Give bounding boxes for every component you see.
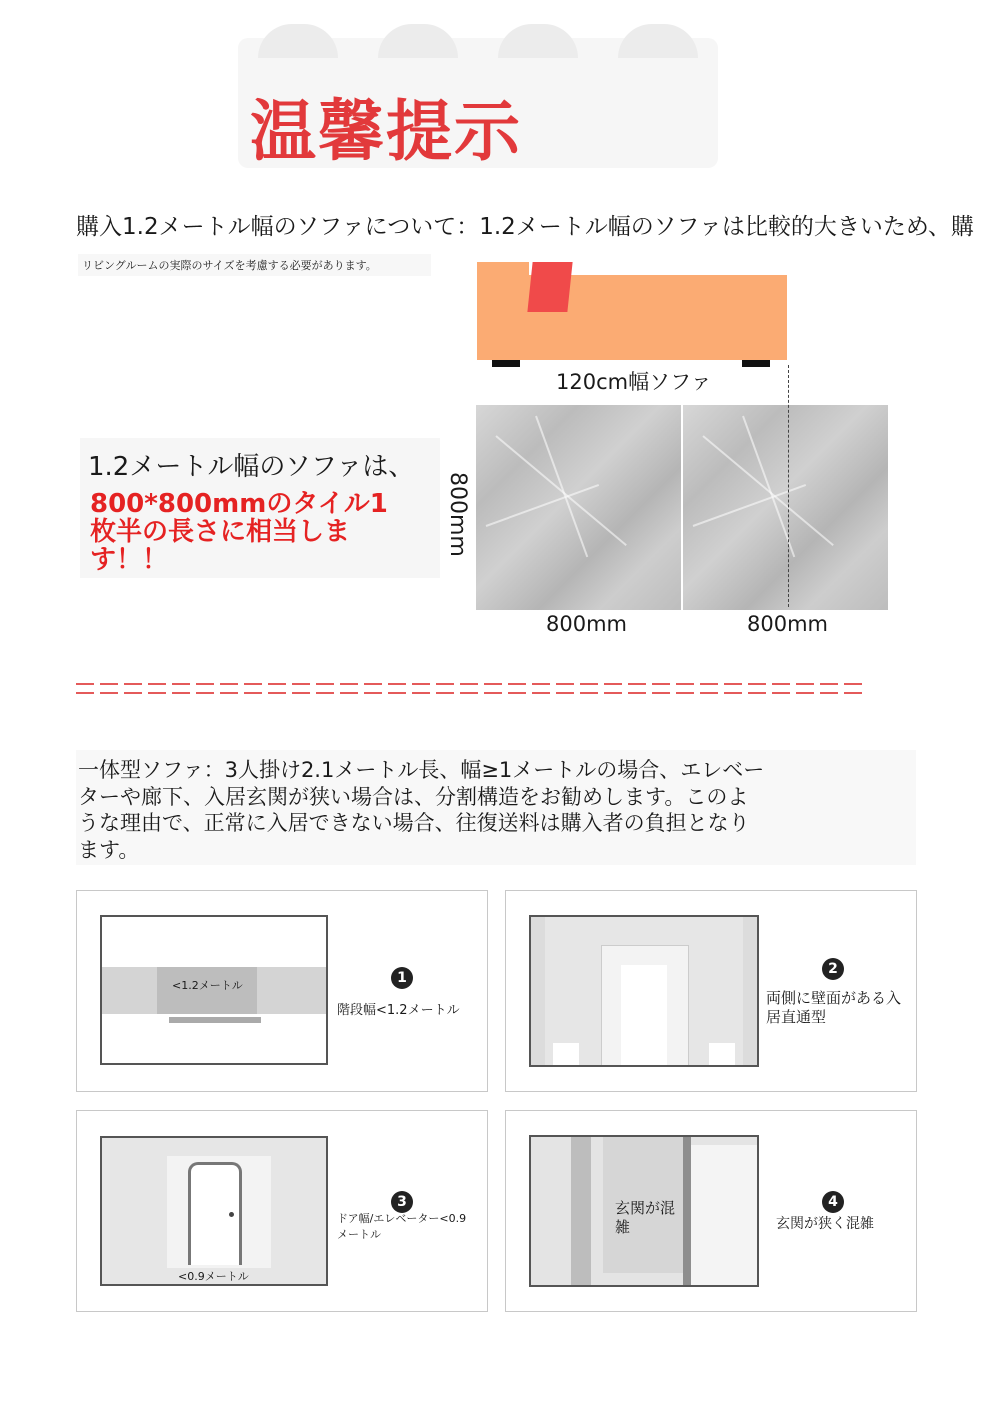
case-panel-door (76, 1110, 488, 1312)
case-number-badge: 1 (391, 967, 413, 989)
door-knob (229, 1212, 234, 1217)
marble-tile (476, 405, 681, 610)
entrance-pillar (571, 1137, 591, 1285)
sofa-body (477, 275, 787, 360)
entrance-door (691, 1145, 757, 1285)
case-caption: 玄関が狭く混雑 (776, 1216, 874, 1232)
comparison-highlight: 800*800mmのタイル1枚半の長さに相当します！！ (90, 489, 388, 575)
case-caption: ドア幅/エレベーター<0.9メートル (337, 1212, 467, 1241)
entrance-frame (683, 1137, 691, 1285)
section-divider (76, 683, 866, 697)
cloud-bump (258, 24, 338, 58)
sofa-leg (492, 360, 520, 367)
corridor-wall-face (553, 1043, 579, 1065)
marble-tile (683, 405, 888, 610)
corridor-illustration (529, 915, 759, 1067)
tile-width-label: 800mm (747, 612, 828, 636)
entrance-illustration (529, 1135, 759, 1287)
case-caption: 階段幅<1.2メートル (337, 1003, 460, 1018)
stairs-illustration (100, 915, 328, 1065)
intro-line: 購入1.2メートル幅のソファについて：1.2メートル幅のソファは比較的大きいため、購 (76, 214, 974, 240)
sofa-end-guide-line (788, 365, 789, 607)
page-title: 温馨提示 (250, 93, 522, 170)
case-number-badge: 3 (391, 1191, 413, 1213)
case-number-badge: 4 (822, 1191, 844, 1213)
tile-width-label: 800mm (546, 612, 627, 636)
case-panel-entrance (505, 1110, 917, 1312)
sofa-width-label: 120cm幅ソファ (556, 370, 712, 394)
tile-height-label: 800mm (445, 472, 470, 557)
sofa-leg (742, 360, 770, 367)
case-caption: 両側に壁面がある入居直通型 (766, 989, 902, 1026)
corridor-opening (621, 965, 667, 1065)
stair-edge (169, 1017, 261, 1023)
notice-text: 一体型ソファ：3人掛け2.1メートル長、幅≥1メートルの場合、エレベーターや廊下、入居玄関が狭い場合は、分割構造をお勧めします。このような理由で、正常に入居できない場合、往復送料は購入者の負担となります。 (78, 758, 765, 862)
stairs-width-label: <1.2メートル (172, 979, 243, 992)
case-panel-stairs (76, 890, 488, 1092)
comparison-statement: 1.2メートル幅のソファは、 (88, 452, 415, 482)
cloud-bump (378, 24, 458, 58)
cloud-bump (618, 24, 698, 58)
door-width-label: <0.9メートル (178, 1270, 249, 1283)
sofa-pillow (527, 262, 572, 312)
case-panel-corridor (505, 890, 917, 1092)
entrance-label: 玄関が混雑 (615, 1199, 676, 1236)
cloud-bump (498, 24, 578, 58)
case-number-badge: 2 (822, 958, 844, 980)
intro-subline: リビングルームの実際のサイズを考慮する必要があります。 (78, 254, 431, 276)
corridor-wall-face (709, 1043, 735, 1065)
door-illustration (100, 1136, 328, 1286)
